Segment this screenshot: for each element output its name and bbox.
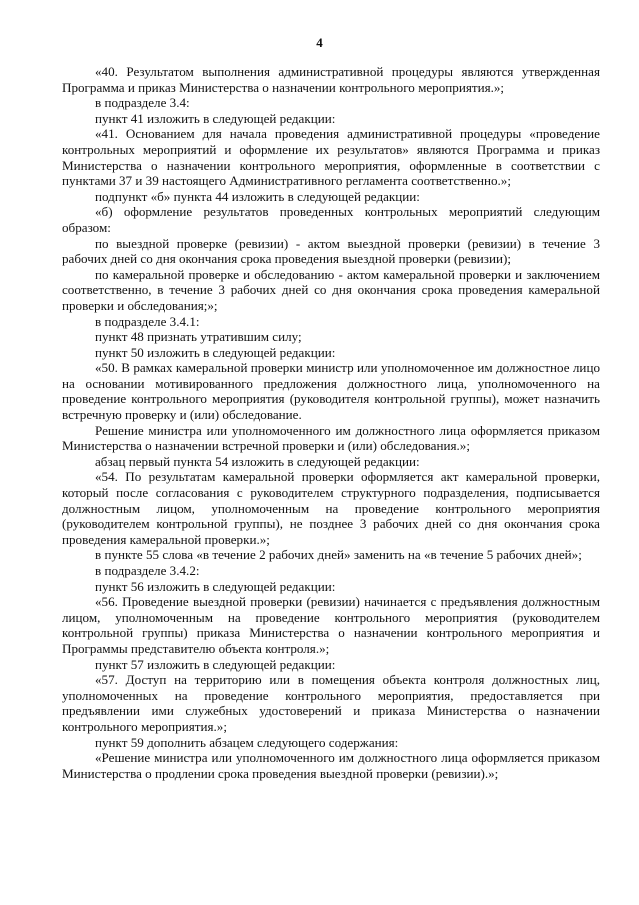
document-body	[62, 64, 600, 781]
paragraph: подпункт «б» пункта 44 изложить в следующей редакции:	[95, 188, 420, 204]
paragraph: «56. Проведение выездной проверки (ревизии) начинается с предъявления должностным лицом, уполномоченным на проведение контрольного мероприятия (руководителем контрольной группы) приказа Министерства о назначении контрольного мероприятия и Программы представителю объекта контроля.»;	[62, 594, 600, 656]
paragraph: «б) оформление результатов проведенных контрольных мероприятий следующим образом:	[62, 204, 600, 235]
paragraph: «40. Результатом выполнения административной процедуры являются утвержденная Программа и приказ Министерства о назначении контрольного мероприятия.»;	[62, 64, 600, 95]
paragraph: пункт 48 признать утратившим силу;	[95, 329, 302, 345]
paragraph: «54. По результатам камеральной проверки оформляется акт камеральной проверки, который после согласования с руководителем структурного подразделения, подписывается должностным лицом, уполномоченным на проведение контрольного мероприятия (руководителем контрольной группы), не позднее 3 рабочих дней со дня окончания срока проведения камеральной проверки.»;	[62, 469, 600, 547]
paragraph: пункт 50 изложить в следующей редакции:	[95, 344, 336, 360]
paragraph: пункт 59 дополнить абзацем следующего содержания:	[95, 734, 399, 750]
paragraph: пункт 41 изложить в следующей редакции:	[95, 110, 336, 126]
paragraph: «50. В рамках камеральной проверки министр или уполномоченное им должностное лицо на основании мотивированного предложения должностного лица, уполномоченного на проведение контрольного мероприятия (руководителя контрольной группы), может назначить встречную проверку и (или) обследование.	[62, 360, 600, 423]
paragraph: по выездной проверке (ревизии) - актом выездной проверки (ревизии) в течение 3 рабочих дней со дня окончания срока проведения выездной проверки (ревизии);	[62, 235, 600, 267]
paragraph: Решение министра или уполномоченного им должностного лица оформляется приказом Министерства о назначении встречной проверки и (или) обследования.»;	[62, 422, 600, 454]
paragraph: в подразделе 3.4.1:	[95, 313, 200, 329]
paragraph: «Решение министра или уполномоченного им должностного лица оформляется приказом Министерства о продлении срока проведения выездной проверки (ревизии).»;	[62, 750, 600, 781]
paragraph: «57. Доступ на территорию или в помещения объекта контроля должностных лиц, уполномоченных на проведение контрольного мероприятия, предоставляется при предъявлении ими служебных удостоверений и приказа Министерства о назначении контрольного мероприятия.»;	[62, 672, 600, 734]
paragraph: абзац первый пункта 54 изложить в следующей редакции:	[95, 453, 420, 469]
paragraph: пункт 56 изложить в следующей редакции:	[95, 578, 336, 594]
paragraph: в пункте 55 слова «в течение 2 рабочих дней» заменить на «в течение 5 рабочих дней»;	[95, 547, 582, 563]
paragraph: пункт 57 изложить в следующей редакции:	[95, 656, 336, 672]
paragraph: в подразделе 3.4.2:	[95, 563, 200, 578]
paragraph: в подразделе 3.4:	[95, 95, 190, 111]
page-number: 4	[316, 35, 323, 50]
paragraph: по камеральной проверке и обследованию - актом камеральной проверки и заключением соответственно, в течение 3 рабочих дней со дня окончания срока проведения камеральной проверки и обследования;»;	[62, 266, 600, 313]
paragraph: «41. Основанием для начала проведения административной процедуры «проведение контрольных мероприятий и оформление их результатов» являются Программа и приказ Министерства о назначении контрольного мероприятия, оформленные в соответствии с пунктами 37 и 39 настоящего Административного регламента соответственно.»;	[62, 126, 600, 189]
